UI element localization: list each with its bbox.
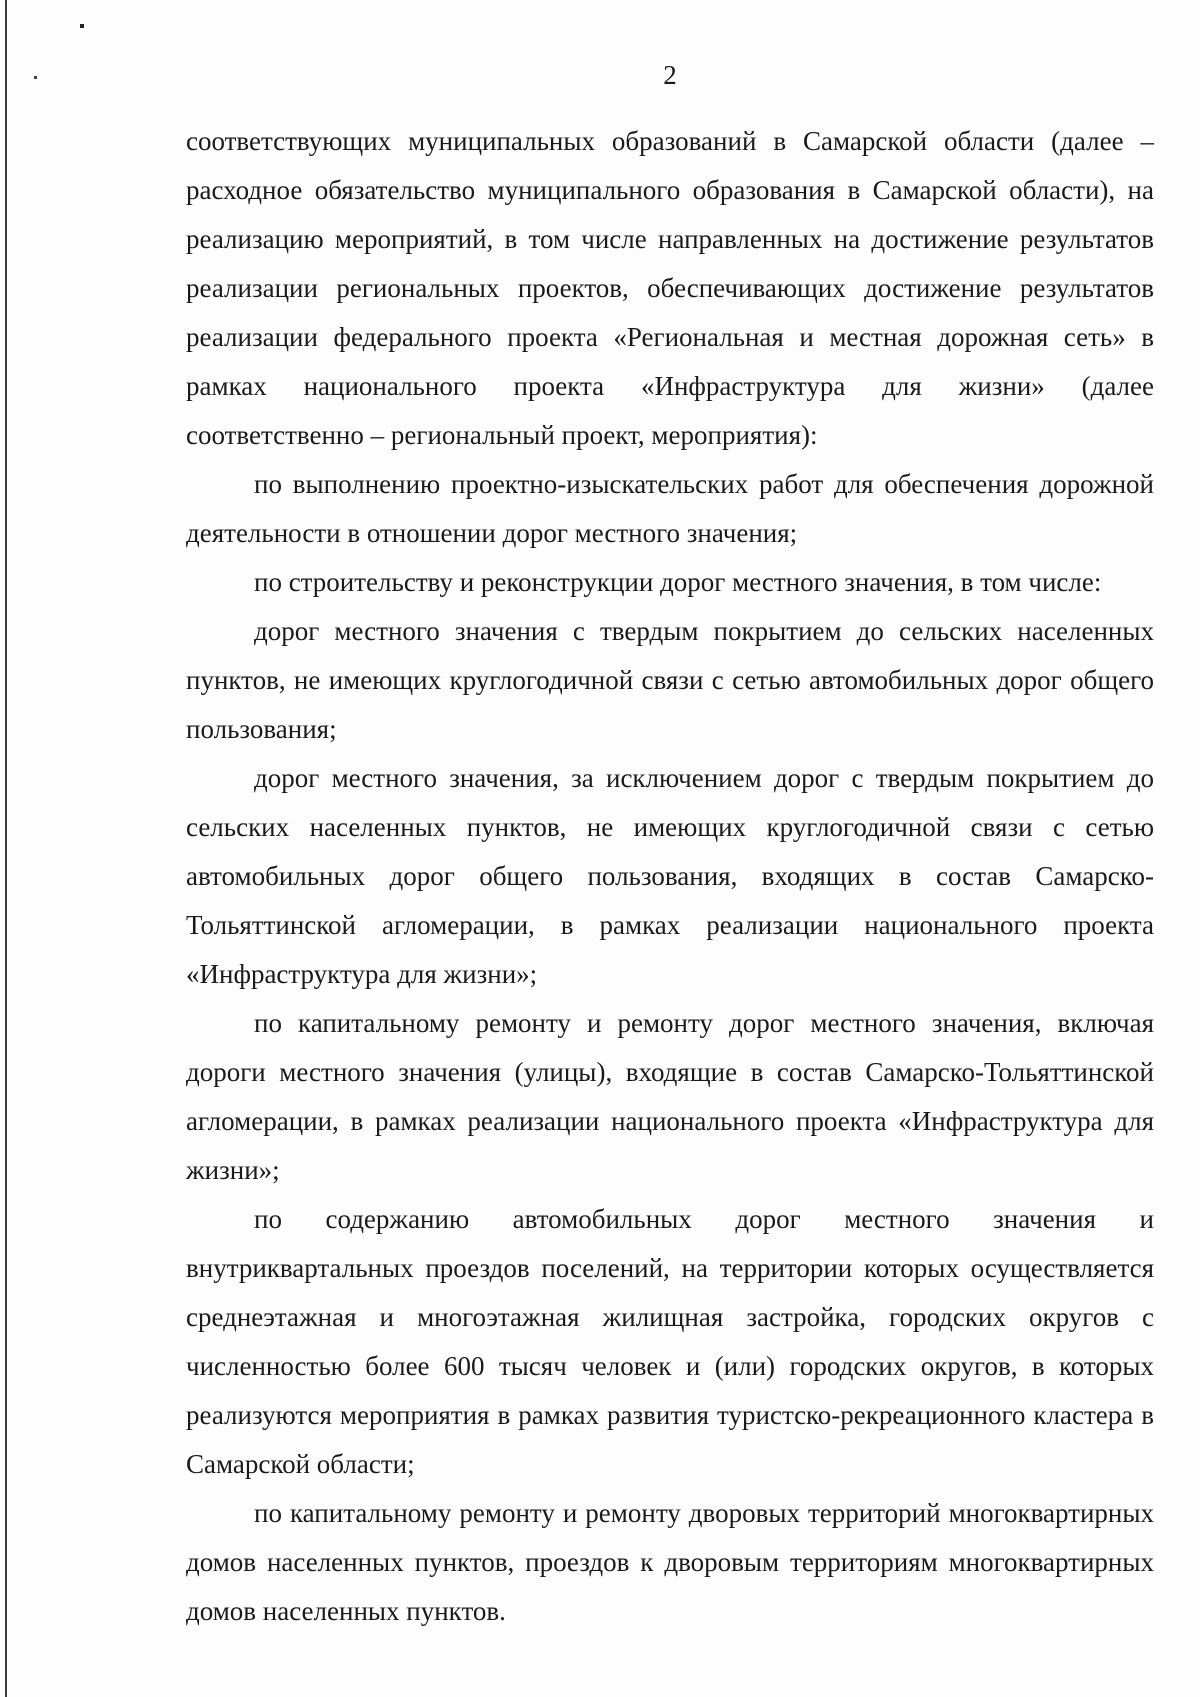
paragraph-rural-roads: дорог местного значения с твердым покрытием до сельских населенных пунктов, не имеющих круглогодичной связи с сетью автомобильных дорог общего пользования;	[186, 616, 1154, 744]
paragraph-agglomeration-roads: дорог местного значения, за исключением дорог с твердым покрытием до сельских населенных пунктов, не имеющих круглогодичной связи с сетью автомобильных дорог общего пользования, входящих в состав Самарско-Тольяттинской агломерации, в рамках реализации национального проекта «Инфраструктура для жизни»;	[186, 763, 1154, 989]
paragraph-continuation: соответствующих муниципальных образований в Самарской области (далее – расходное обязательство муниципального образования в Самарской области), на реализацию мероприятий, в том числе направленных на достижение результатов реализации региональных проектов, обеспечивающих достижение результатов реализации федерального проекта «Региональная и местная дорожная сеть» в рамках национального проекта «Инфраструктура для жизни» (далее соответственно – региональный проект, мероприятия):	[186, 126, 1154, 450]
scan-edge-line	[5, 0, 7, 1697]
paragraph-maintenance: по содержанию автомобильных дорог местного значения и внутриквартальных проездов поселений, на территории которых осуществляется среднеэтажная и многоэтажная жилищная застройка, городских округов с численностью более 600 тысяч человек и (или) городских округов, в которых реализуются мероприятия в рамках развития туристско-рекреационного кластера в Самарской области;	[186, 1204, 1154, 1479]
page-number: 2	[663, 60, 677, 90]
paragraph-construction: по строительству и реконструкции дорог местного значения, в том числе:	[254, 567, 1102, 597]
scan-speck	[80, 24, 84, 28]
document-body	[186, 117, 1154, 1636]
paragraph-capital-repair: по капитальному ремонту и ремонту дорог местного значения, включая дороги местного значения (улицы), входящие в состав Самарско-Тольяттинской агломерации, в рамках реализации национального проекта «Инфраструктура для жизни»;	[186, 1008, 1154, 1185]
paragraph-design-survey: по выполнению проектно-изыскательских работ для обеспечения дорожной деятельности в отношении дорог местного значения;	[186, 469, 1154, 548]
paragraph-courtyards: по капитальному ремонту и ремонту дворовых территорий многоквартирных домов населенных пунктов, проездов к дворовым территориям многоквартирных домов населенных пунктов.	[186, 1498, 1154, 1626]
